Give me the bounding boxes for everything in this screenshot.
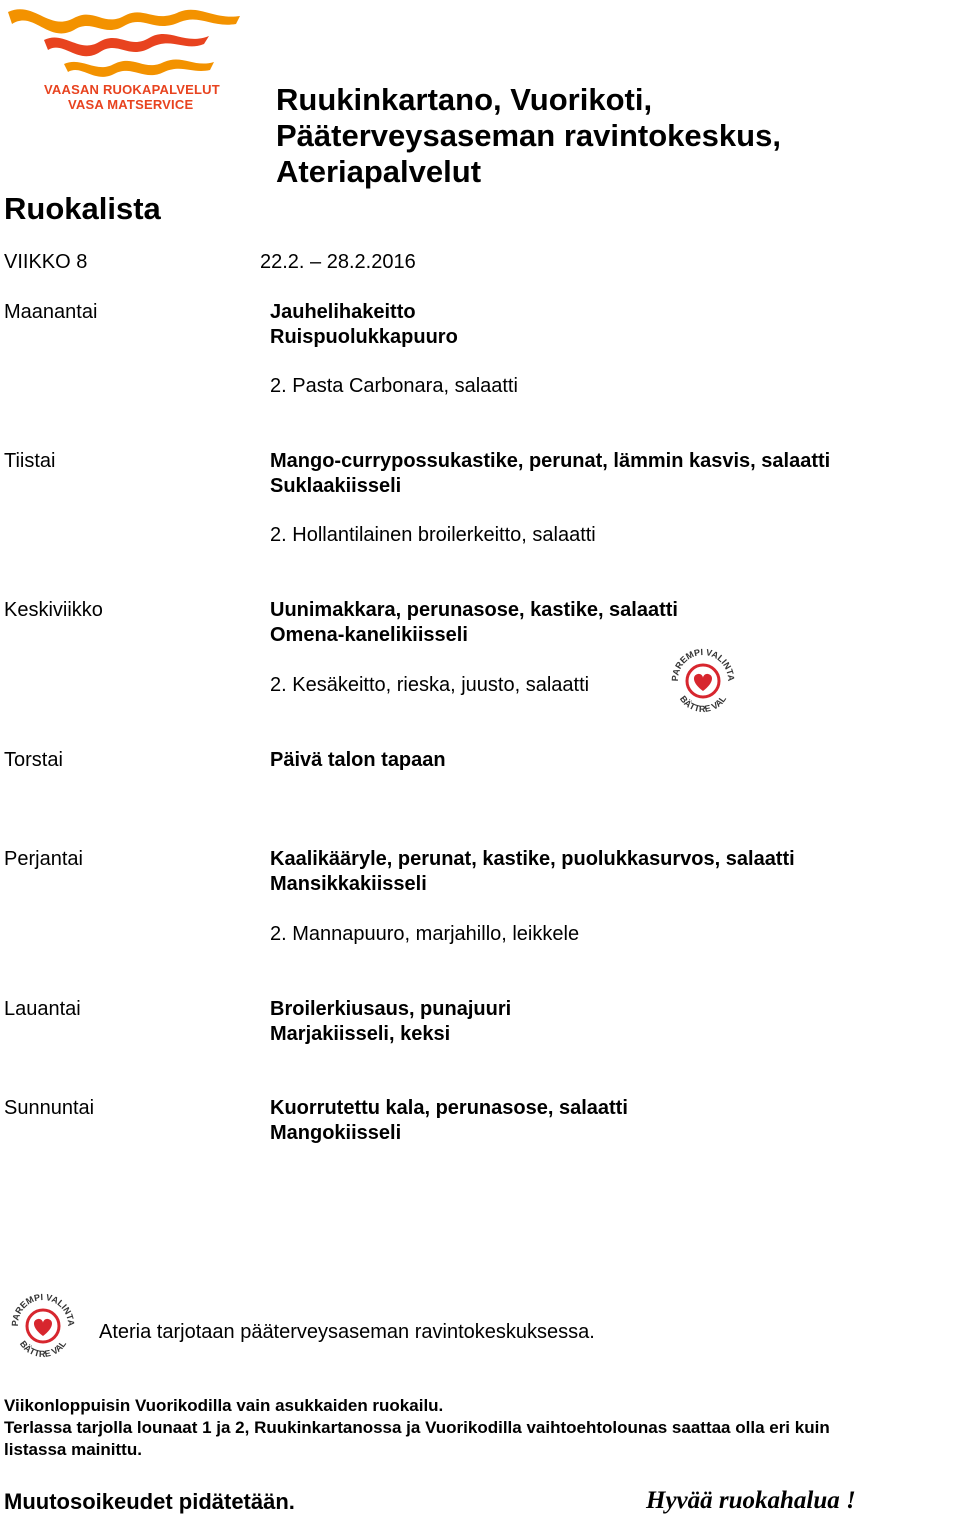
logo-line1: VAASAN RUOKAPALVELUT <box>44 82 220 97</box>
tuesday-dessert: Suklaakiisseli <box>270 475 402 497</box>
alt-prefix: 2. <box>270 923 287 945</box>
meal-note: Ateria tarjotaan pääterveysaseman ravintokeskuksessa. <box>99 1321 595 1343</box>
day-friday: Perjantai <box>4 848 83 870</box>
friday-main: Kaalikääryle, perunat, kastike, puolukkasurvos, salaatti <box>270 848 795 870</box>
alt-dish: Mannapuuro, marjahillo, leikkele <box>292 923 580 945</box>
wednesday-main: Uunimakkara, perunasose, kastike, salaatti <box>270 599 678 621</box>
title-line1: Ruukinkartano, Vuorikoti, <box>276 82 653 117</box>
monday-alt <box>270 374 518 399</box>
badge-bottom-text: BÄTTRE VAL <box>677 693 729 715</box>
day-wednesday: Keskiviikko <box>4 599 103 621</box>
day-tuesday: Tiistai <box>4 450 56 472</box>
title-line2: Pääterveysaseman ravintokeskus, <box>276 118 781 153</box>
footer-line1: Viikonloppuisin Vuorikodilla vain asukkaiden ruokailu. <box>4 1396 444 1415</box>
alt-prefix: 2. <box>270 375 287 397</box>
logo-line2: VASA MATSERVICE <box>68 97 194 112</box>
vaasan-ruokapalvelut-logo <box>4 2 244 114</box>
wednesday-alt <box>270 673 589 698</box>
menu-heading: Ruokalista <box>4 191 161 226</box>
sunday-main: Kuorrutettu kala, perunasose, salaatti <box>270 1097 628 1119</box>
sunday-dessert: Mangokiisseli <box>270 1122 402 1144</box>
footer-line3: listassa mainittu. <box>4 1440 142 1459</box>
friday-dessert: Mansikkakiisseli <box>270 873 427 895</box>
day-thursday: Torstai <box>4 749 63 771</box>
badge-top-text: PAREMPI VALINTA <box>669 646 737 682</box>
saturday-main: Broilerkiusaus, punajuuri <box>270 998 512 1020</box>
badge-top-text: PAREMPI VALINTA <box>9 1291 77 1327</box>
saturday-dessert: Marjakiisseli, keksi <box>270 1023 451 1045</box>
footer-line2: Terlassa tarjolla lounaat 1 ja 2, Ruukinkartanossa ja Vuorikodilla vaihtoehtolounas saattaa olla eri kuin <box>4 1418 830 1437</box>
title-line3: Ateriapalvelut <box>276 154 482 189</box>
tuesday-main: Mango-currypossukastike, perunat, lämmin kasvis, salaatti <box>270 450 831 472</box>
heart-badge-icon <box>668 645 738 715</box>
alt-dish: Pasta Carbonara, salaatti <box>292 375 518 397</box>
badge-bottom-text: BÄTTRE VAL <box>17 1338 69 1360</box>
day-saturday: Lauantai <box>4 998 81 1020</box>
week-number: VIIKKO 8 <box>4 251 88 273</box>
page-title <box>276 82 781 190</box>
week-dates: 22.2. – 28.2.2016 <box>260 251 416 273</box>
heart-badge-icon <box>8 1290 78 1360</box>
monday-main: Jauhelihakeitto <box>270 301 416 323</box>
alt-dish: Hollantilainen broilerkeitto, salaatti <box>292 524 596 546</box>
monday-dessert: Ruispuolukkapuuro <box>270 326 458 348</box>
day-sunday: Sunnuntai <box>4 1097 95 1119</box>
alt-prefix: 2. <box>270 524 287 546</box>
thursday-main: Päivä talon tapaan <box>270 749 446 771</box>
greeting: Hyvää ruokahalua ! <box>646 1487 856 1514</box>
rights-reserved: Muutosoikeudet pidätetään. <box>4 1489 295 1514</box>
day-monday: Maanantai <box>4 301 98 323</box>
alt-prefix: 2. <box>270 674 287 696</box>
wednesday-dessert: Omena-kanelikiisseli <box>270 624 468 646</box>
logo-waves-icon <box>4 2 244 82</box>
alt-dish: Kesäkeitto, rieska, juusto, salaatti <box>292 674 590 696</box>
tuesday-alt <box>270 523 596 548</box>
friday-alt <box>270 922 579 947</box>
